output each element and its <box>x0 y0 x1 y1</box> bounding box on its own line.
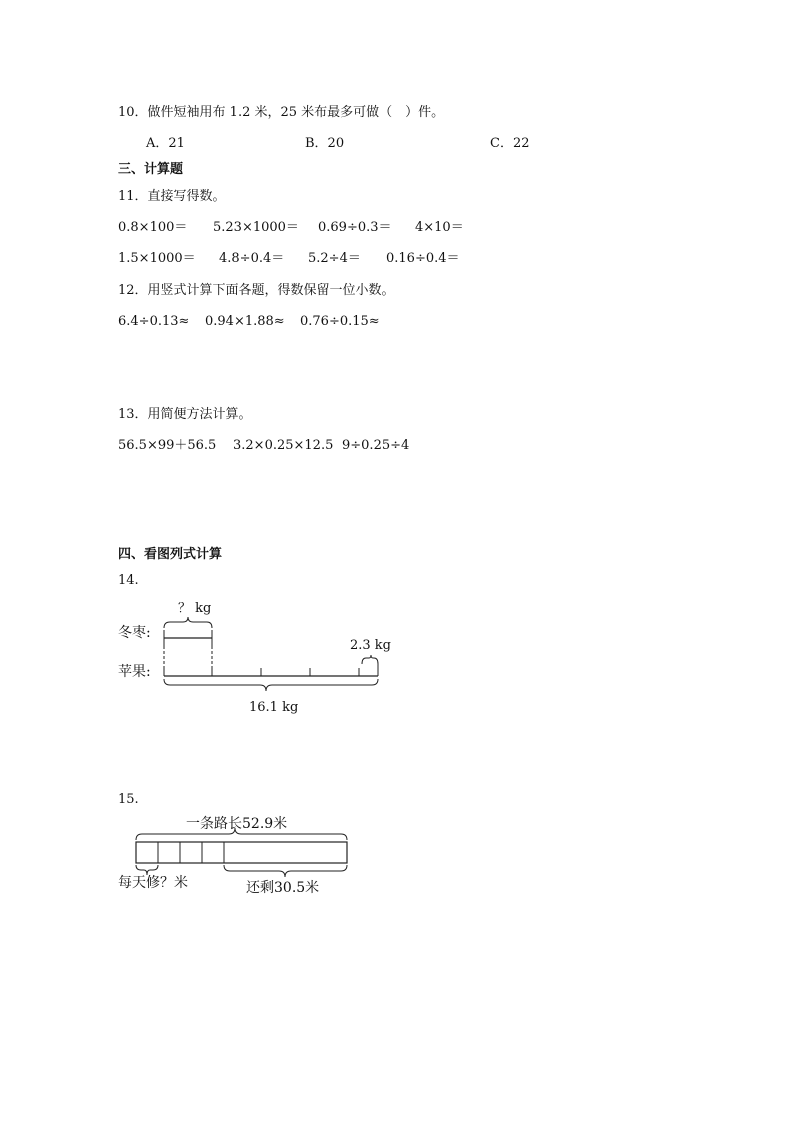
q14-small-label: 2.3 kg <box>350 638 392 653</box>
q12-stem: 12．用竖式计算下面各题，得数保留一位小数。 <box>118 283 395 298</box>
q15-remain-label: 还剩30.5米 <box>246 880 320 896</box>
q15-per-day-label: 每天修？米 <box>118 875 188 891</box>
section-4-title: 四、看图列式计算 <box>118 547 223 562</box>
q12-item: 0.94×1.88≈ <box>205 314 285 329</box>
q12-item: 0.76÷0.15≈ <box>300 314 380 329</box>
q14-label-top: 冬枣: <box>118 625 151 641</box>
q11-item: 4×10＝ <box>415 220 464 235</box>
q11-item: 0.8×100＝ <box>118 220 188 235</box>
q11-item: 5.23×1000＝ <box>213 220 299 235</box>
q10-option-b: B．20 <box>305 136 345 151</box>
q13-stem: 13．用简便方法计算。 <box>118 407 252 422</box>
q10-option-c: C．22 <box>490 136 530 151</box>
q15-remain-brace <box>224 865 347 877</box>
q14-label-bottom: 苹果: <box>118 664 151 680</box>
q12-item: 6.4÷0.13≈ <box>118 314 190 329</box>
q15-day-brace <box>136 865 158 875</box>
q14-total-label: 16.1 kg <box>249 700 299 715</box>
q10-stem: 10．做件短袖用布 1.2 米，25 米布最多可做（ ）件。 <box>118 105 445 120</box>
q14-unknown-label: ？ kg <box>178 601 212 616</box>
q13-item: 9÷0.25÷4 <box>342 438 410 453</box>
q10-option-a: A．21 <box>146 136 185 151</box>
q11-item: 5.2÷4＝ <box>308 251 361 266</box>
q11-item: 4.8÷0.4＝ <box>219 251 285 266</box>
q14-number: 14. <box>118 573 139 588</box>
q11-stem: 11．直接写得数。 <box>118 189 226 204</box>
q11-item: 0.69÷0.3＝ <box>318 220 392 235</box>
q15-number: 15. <box>118 792 139 807</box>
q13-item: 56.5×99＋56.5 <box>118 438 217 453</box>
q13-item: 3.2×0.25×12.5 <box>233 438 334 453</box>
section-3-title: 三、计算题 <box>118 162 184 177</box>
q15-road-bar <box>136 842 347 863</box>
q11-item: 0.16÷0.4＝ <box>386 251 460 266</box>
q11-item: 1.5×1000＝ <box>118 251 196 266</box>
q15-total-label: 一条路长52.9米 <box>186 816 288 832</box>
